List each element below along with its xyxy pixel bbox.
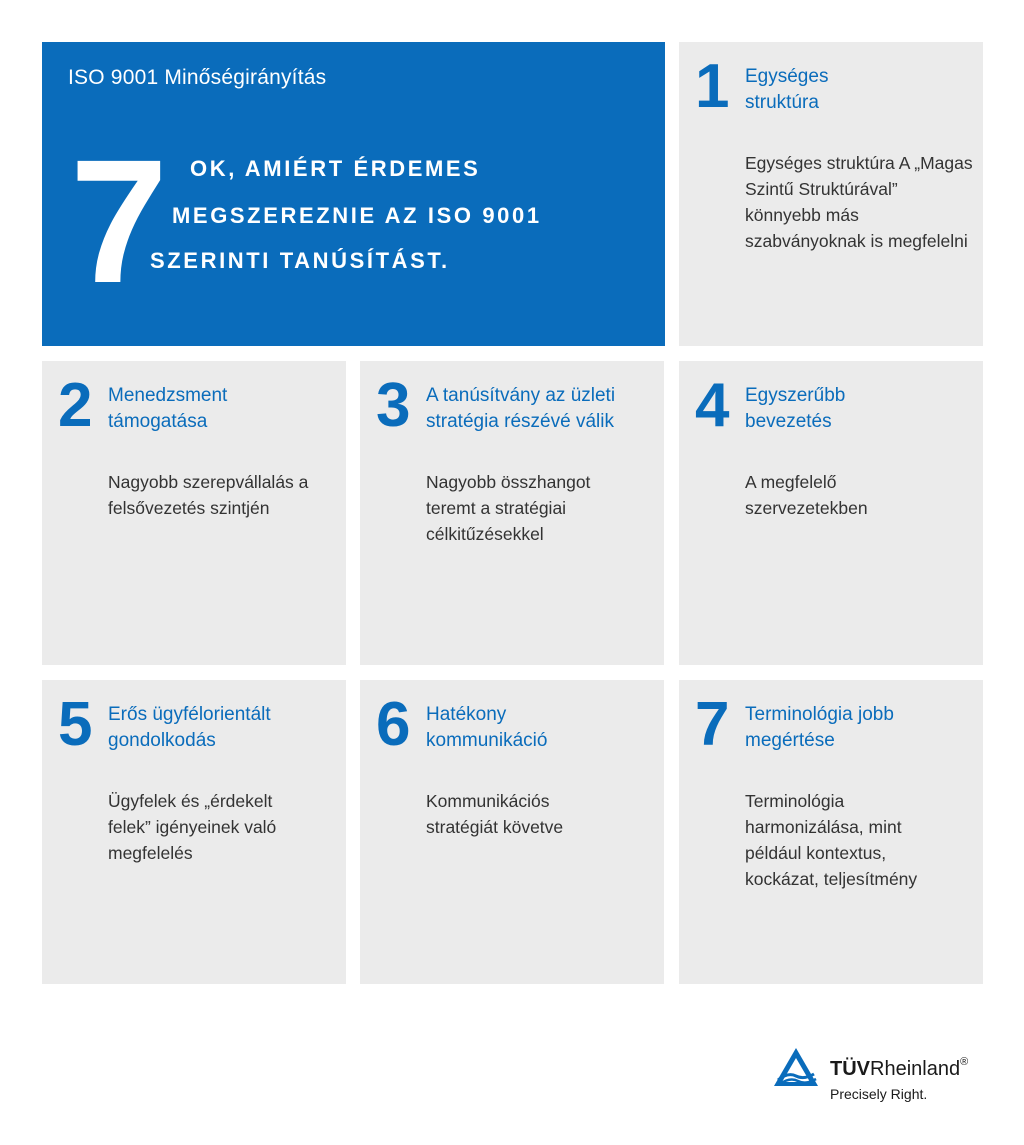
hero-subtitle: ISO 9001 Minőségirányítás: [68, 66, 327, 89]
reason-title: Egyszerűbb bevezetés: [745, 385, 846, 432]
reason-title: A tanúsítvány az üzleti stratégia részévé válik: [426, 385, 616, 432]
reason-title: Hatékony kommunikáció: [426, 704, 548, 751]
hero-headline-line-1: OK, AMIÉRT ÉRDEMES: [190, 156, 481, 181]
reason-number: 2: [58, 371, 93, 440]
hero-headline-line-3: SZERINTI TANÚSÍTÁST.: [150, 248, 450, 273]
hero-panel: [42, 42, 665, 346]
reason-number: 5: [58, 690, 93, 759]
reason-card-4: [679, 361, 983, 665]
reason-description: Nagyobb összhangot teremt a stratégiai célkitűzésekkel: [426, 472, 591, 544]
reason-title: Menedzsment támogatása: [108, 385, 228, 432]
logo-brand: [830, 1058, 968, 1081]
reason-card-5: [42, 680, 346, 984]
hero-number: 7: [70, 124, 166, 320]
logo-tagline: Precisely Right.: [830, 1086, 928, 1102]
reason-card-1: [679, 42, 983, 346]
reason-number: 4: [695, 371, 730, 440]
tuv-rheinland-logo: [772, 1044, 1002, 1108]
reason-description: A megfelelő szervezetekben: [745, 472, 868, 518]
reason-card-6: [360, 680, 664, 984]
hero-headline-line-2: MEGSZEREZNIE AZ ISO 9001: [172, 203, 542, 228]
reason-card-7: [679, 680, 983, 984]
reason-number: 7: [695, 690, 730, 759]
logo-brand-regular: Rheinland: [870, 1058, 961, 1080]
reason-description: Egységes struktúra A „Magas Szintű Struktúrával” könnyebb más szabványoknak is megfelelni: [745, 153, 973, 251]
logo-brand-bold: TÜV: [830, 1058, 870, 1080]
reason-description: Terminológia harmonizálása, mint például kontextus, kockázat, teljesítmény: [745, 791, 918, 889]
reason-description: Kommunikációs stratégiát követve: [426, 791, 564, 837]
reason-description: Ügyfelek és „érdekelt felek” igényeinek való megfelelés: [108, 791, 277, 863]
reason-card-2: [42, 361, 346, 665]
tuv-triangle-icon: [772, 1046, 820, 1090]
reason-title: Egységes struktúra: [745, 66, 829, 113]
reason-title: Terminológia jobb megértése: [745, 704, 894, 751]
reason-title: Erős ügyfélorientált gondolkodás: [108, 704, 271, 751]
reason-description: Nagyobb szerepvállalás a felsővezetés szintjén: [108, 472, 309, 518]
reason-card-3: [360, 361, 664, 665]
reason-number: 3: [376, 371, 411, 440]
reason-number: 1: [695, 52, 730, 121]
reason-number: 6: [376, 690, 411, 759]
registered-mark: ®: [960, 1056, 969, 1068]
